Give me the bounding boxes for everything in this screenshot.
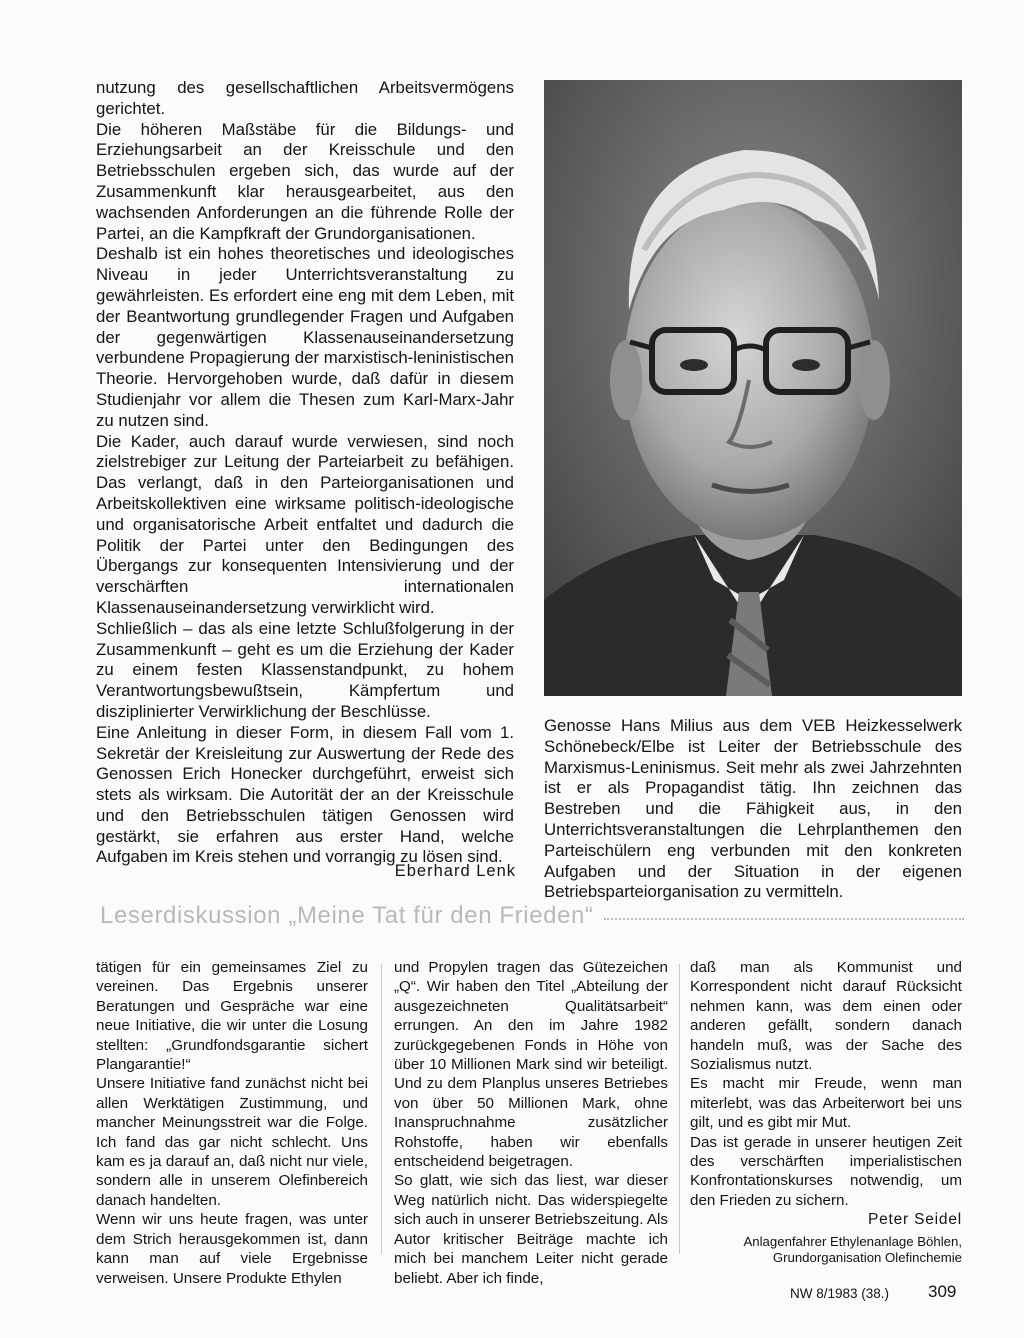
portrait-illustration — [544, 80, 962, 696]
article-paragraph: nutzung des gesellschaftlichen Arbeitsvermögens gerichtet. — [96, 78, 514, 118]
letter-column-1 — [96, 958, 368, 1288]
letter-signature — [690, 1210, 962, 1266]
letter-author-organisation: Grundorganisation Olefinchemie — [772, 1250, 962, 1265]
photo-caption — [544, 716, 962, 903]
letter-paragraph: tätigen für ein gemeinsames Ziel zu vereinen. Das Ergebnis unserer Beratungen und Gespräche war eine neue Initiative, die wir unter die Losung stellten: „Grundfondsgarantie sichert Plangarantie!“ — [96, 959, 368, 1074]
article-paragraph: Deshalb ist ein hohes theoretisches und ideologisches Niveau in jeder Unterrichtsveranstaltung zu gewährleisten. Es erfordert eine eng mit dem Leben, mit der Beantwortung grundlegender Fragen und Aufgaben der gegenwärtigen Klassenauseinandersetzung verbundene Propagierung der marxistisch-leninistischen Theorie. Hervorgehoben wurde, daß dafür in diesem Studienjahr vor allem die Thesen zum Karl-Marx-Jahr zu nutzen sind. — [96, 244, 514, 430]
article-paragraph: Die Kader, auch darauf wurde verwiesen, sind noch zielstrebiger zur Leitung der Parteiarbeit zu befähigen. Das verlangt, daß in den Parteiorganisationen und Arbeitskollektiven eine wirksame politisch-ideologische und organisatorische Arbeit entfaltet und dadurch die Politik der Partei unter den Bedingungen des Übergangs zur konsequenten Intensivierung und der verschärften internationalen Klassenauseinandersetzung verwirklicht wird. — [96, 431, 514, 617]
letter-author-role: Anlagenfahrer Ethylenanlage Böhlen, — [743, 1234, 962, 1249]
column-divider — [381, 964, 382, 1254]
article-author: Eberhard Lenk — [394, 862, 516, 880]
letter-paragraph: und Propylen tragen das Gütezeichen „Q“. Wir haben den Titel „Abteilung der ausgezeichneten Qualitätsarbeit“ errungen. An den im Jahre 1982 zurückgegebenen Fonds in Höhe von über 10 Millionen Mark sind wir beteiligt. Und zu dem Planplus unseres Betriebes von über 50 Millionen Mark, ohne Inanspruchnahme zusätzlicher Rohstoffe, haben wir ebenfalls entscheidend beigetragen. — [394, 959, 668, 1171]
article-paragraph: Schließlich – das als eine letzte Schlußfolgerung in der Zusammenkunft – geht es um die Erziehung der Kader zu einem festen Klassenstandpunkt, zu hohem Verantwortungsbewußtsein, Kämpfertum und disziplinierter Verwirklichung der Beschlüsse. — [96, 618, 514, 721]
heading-rule — [604, 918, 964, 920]
letter-paragraph: So glatt, wie sich das liest, war dieser Weg natürlich nicht. Das widerspiegelte sich auch in unserer Betriebszeitung. Als Autor kritischer Beiträge machte ich mich bei manchem Leiter nicht gerade beliebt. Aber ich finde, — [394, 1172, 668, 1287]
column-divider — [679, 964, 680, 1254]
letter-paragraph: daß man als Kommunist und Korrespondent nicht darauf Rücksicht nehmen kann, was dem einen oder anderen gefällt, sondern danach handeln muß, was der Sache des Sozialismus nutzt. — [690, 959, 962, 1074]
section-heading — [100, 896, 964, 936]
letter-paragraph: Das ist gerade in unserer heutigen Zeit des verschärften imperialistischen Konfrontationskurses notwendig, um den Frieden zu sichern. — [690, 1133, 962, 1209]
article-paragraph: Die höheren Maßstäbe für die Bildungs- und Erziehungsarbeit an der Kreisschule und den Betriebsschulen ergeben sich, das wurde auf der Zusammenkunft klar herausgearbeitet, aus den wachsenden Anforderungen an die führende Rolle der Partei, an die Kampfkraft der Grundorganisationen. — [96, 119, 514, 243]
section-title: Leserdiskussion „Meine Tat für den Frieden“ — [100, 902, 594, 929]
letter-column-2 — [394, 958, 668, 1288]
page-number: 309 — [928, 1282, 957, 1301]
letter-paragraph: Unsere Initiative fand zunächst nicht bei allen Werktätigen Zustimmung, und mancher Meinungsstreit war die Folge. Ich fand das gar nicht schlecht. Uns kam es ja darauf an, daß nicht nur viele, sondern alle in unserem Olefinbereich danach handelten. — [96, 1075, 368, 1209]
letter-author: Peter Seidel — [867, 1211, 962, 1228]
letter-paragraph: Wenn wir uns heute fragen, was unter dem Strich herausgekommen ist, dann kann man auf viele Ergebnisse verweisen. Unsere Produkte Ethylen — [96, 1211, 368, 1287]
caption-text: Genosse Hans Milius aus dem VEB Heizkesselwerk Schönebeck/Elbe ist Leiter der Betriebsschule des Marxismus-Leninismus. Seit mehr als zwei Jahrzehnten ist er als Propagandist tätig. Ihn zeichnen das Bestreben und die Fähigkeit aus, in den Unterrichtsveranstaltungen die Lehrplanthemen den Parteischülern eng verbunden mit den konkreten Aufgaben und der Situation in der eigenen Betriebsparteiorganisation zu vermitteln. — [544, 716, 962, 902]
letter-paragraph: Es macht mir Freude, wenn man miterlebt, was das Arbeiterwort bei uns gilt, und es gibt mir Mut. — [690, 1075, 962, 1132]
article-column — [96, 78, 514, 868]
issue-number: NW 8/1983 (38.) — [790, 1286, 890, 1301]
letter-column-3 — [690, 958, 962, 1210]
portrait-photo — [544, 80, 962, 696]
article-paragraph: Eine Anleitung in dieser Form, in diesem Fall vom 1. Sekretär der Kreisleitung zur Auswertung der Rede des Genossen Erich Honecker durchgeführt, erweist sich stets als wirksam. Die Autorität der an der Kreisschule und den Betriebsschulen tätigen Genossen wird gestärkt, sie erfahren aus erster Hand, welche Aufgaben im Kreis stehen und vorrangig zu lösen sind. — [96, 722, 514, 867]
